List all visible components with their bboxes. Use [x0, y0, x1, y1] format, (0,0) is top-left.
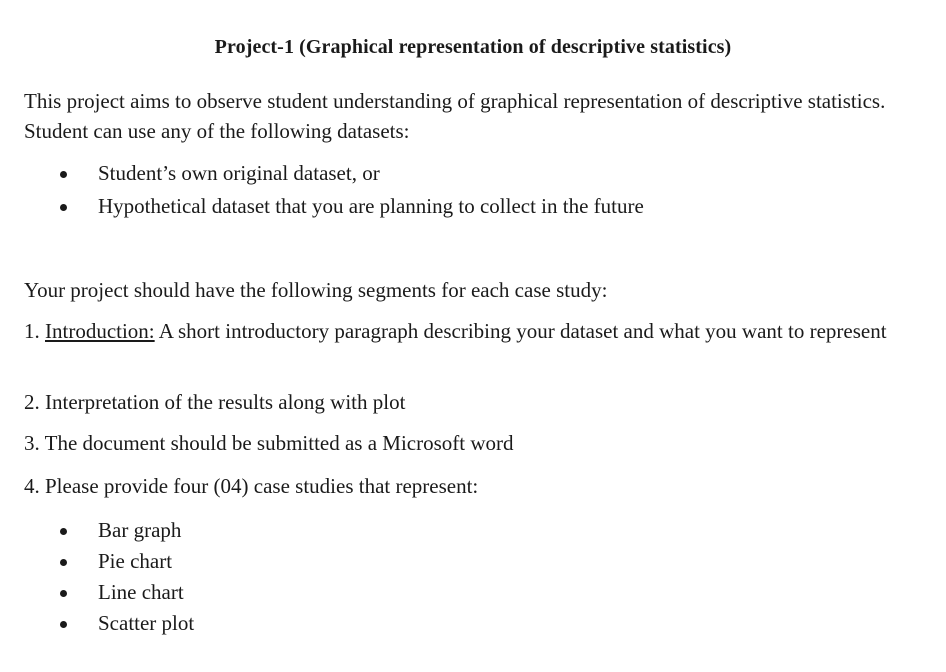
list-item: [56, 608, 194, 639]
bullet-icon: [60, 204, 67, 211]
bullet-icon: [60, 621, 67, 628]
bullet-icon: [60, 559, 67, 566]
item-number: 1.: [24, 319, 40, 343]
segment-item-format: 3. The document should be submitted as a Microsoft word: [24, 431, 514, 455]
bullet-icon: [60, 590, 67, 597]
bullet-icon: [60, 171, 67, 178]
bullet-icon: [60, 528, 67, 535]
item-text: A short introductory paragraph describing your dataset and what you want to represent: [158, 319, 887, 343]
segments-intro: Your project should have the following segments for each case study:: [24, 278, 608, 302]
list-item: [56, 546, 194, 577]
chart-type-text: Pie chart: [98, 549, 173, 573]
list-item: [56, 577, 194, 608]
list-item: [56, 190, 644, 223]
item-label: Introduction:: [45, 319, 155, 343]
document-title: Project-1 (Graphical representation of descriptive statistics): [214, 36, 732, 58]
list-item: [56, 157, 644, 190]
list-item: [56, 515, 194, 546]
chart-types-list: [56, 515, 194, 639]
dataset-option-text: Hypothetical dataset that you are planning to collect in the future: [98, 194, 644, 218]
segment-item-interpretation: 2. Interpretation of the results along with plot: [24, 390, 406, 414]
chart-type-text: Bar graph: [98, 518, 182, 542]
segment-item-case-studies: 4. Please provide four (04) case studies that represent:: [24, 474, 479, 498]
chart-type-text: Scatter plot: [98, 611, 195, 635]
dataset-options-list: [56, 157, 644, 223]
chart-type-text: Line chart: [98, 580, 184, 604]
intro-paragraph: This project aims to observe student understanding of graphical representation of descriptive statistics. Student can use any of the following datasets:: [24, 89, 886, 143]
dataset-option-text: Student’s own original dataset, or: [98, 161, 380, 185]
segment-item-introduction: [24, 317, 939, 346]
